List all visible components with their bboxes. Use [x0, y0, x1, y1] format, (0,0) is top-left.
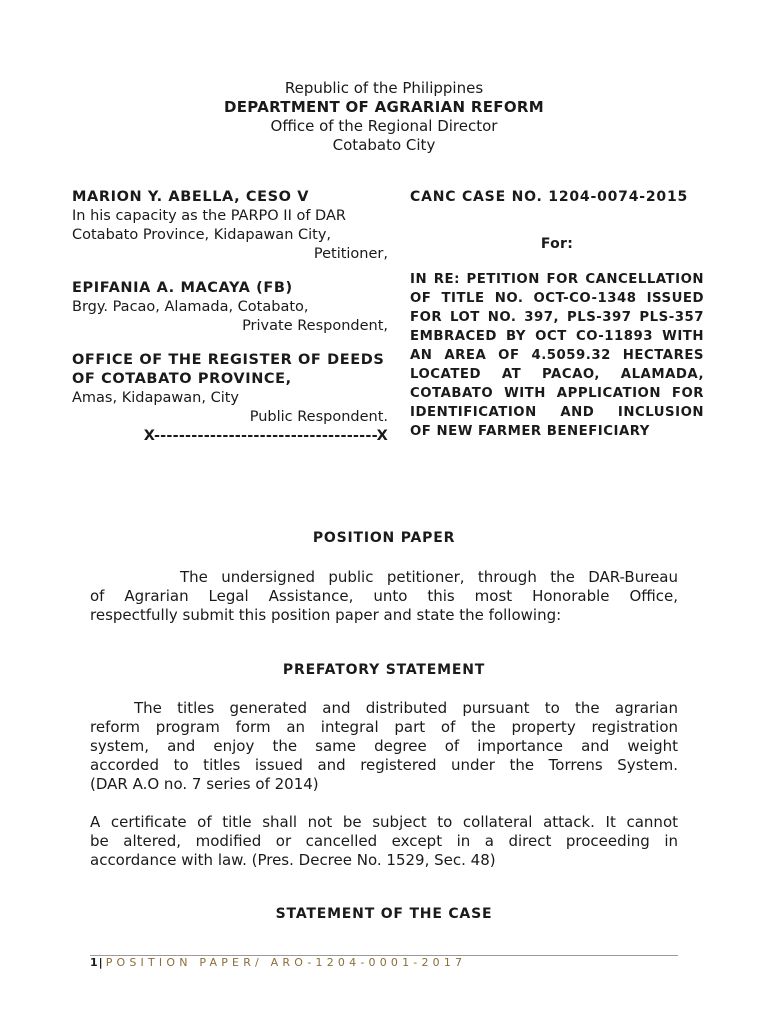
position-paper-heading: POSITION PAPER: [312, 530, 456, 546]
paragraph-line: The undersigned public petitioner, through the DAR-Bureau: [180, 568, 678, 586]
paragraph-line: The titles generated and distributed pursuant to the agrarian: [134, 699, 678, 717]
header-department: DEPARTMENT OF AGRARIAN REFORM: [223, 98, 544, 116]
page-number: 1: [90, 956, 98, 969]
private-respondent-name: EPIFANIA A. MACAYA (FB): [72, 280, 293, 296]
in-re-line: LOCATED AT PACAO, ALAMADA,: [410, 367, 704, 382]
case-number: CANC CASE NO. 1204-0074-2015: [410, 189, 689, 205]
paragraph-line: respectfully submit this position paper and state the following:: [90, 606, 562, 624]
petitioner-name: MARION Y. ABELLA, CESO V: [72, 189, 310, 205]
paragraph-line: (DAR A.O no. 7 series of 2014): [90, 775, 319, 793]
statement-of-case-heading: STATEMENT OF THE CASE: [275, 906, 493, 922]
public-respondent-name-cont: OF COTABATO PROVINCE,: [72, 371, 292, 387]
private-respondent-role: Private Respondent,: [242, 318, 388, 334]
in-re-line: COTABATO WITH APPLICATION FOR: [410, 386, 704, 401]
prefatory-paragraph-1: [90, 699, 678, 794]
petitioner-role: Petitioner,: [313, 246, 388, 262]
caption-case: [410, 188, 704, 441]
petitioner-location: Cotabato Province, Kidapawan City,: [72, 227, 332, 243]
in-re-line: FOR LOT NO. 397, PLS-397 PLS-357: [410, 310, 704, 325]
paragraph-line: accorded to titles issued and registered under the Torrens System.: [90, 756, 678, 774]
private-respondent-address: Brgy. Pacao, Alamada, Cotabato,: [72, 299, 309, 315]
in-re-line: OF TITLE NO. OCT-CO-1348 ISSUED: [410, 291, 704, 306]
letterhead: [0, 79, 768, 155]
petitioner-capacity: In his capacity as the PARPO II of DAR: [72, 208, 346, 224]
header-city: Cotabato City: [332, 136, 436, 154]
in-re-line: OF NEW FARMER BENEFICIARY: [410, 424, 650, 439]
public-respondent-name: OFFICE OF THE REGISTER OF DEEDS: [72, 352, 385, 368]
paragraph-line: A certificate of title shall not be subject to collateral attack. It cannot: [90, 813, 678, 831]
paragraph-line: be altered, modified or cancelled except in a direct proceeding in: [90, 832, 678, 850]
for-label: For:: [540, 236, 574, 252]
public-respondent-address: Amas, Kidapawan, City: [72, 390, 239, 406]
paragraph-line: system, and enjoy the same degree of importance and weight: [90, 737, 678, 755]
paragraph-line: reform program form an integral part of the property registration: [90, 718, 678, 736]
footer-separator: |: [98, 956, 103, 969]
public-respondent-role: Public Respondent.: [249, 409, 388, 425]
page-footer: [90, 956, 466, 970]
running-title: POSITION PAPER/ ARO-1204-0001-2017: [105, 956, 467, 969]
paragraph-line: of Agrarian Legal Assistance, unto this most Honorable Office,: [90, 587, 678, 605]
header-office: Office of the Regional Director: [270, 117, 498, 135]
position-paper-intro: [90, 568, 678, 625]
in-re-line: IDENTIFICATION AND INCLUSION: [410, 405, 704, 420]
prefatory-heading: PREFATORY STATEMENT: [282, 662, 486, 678]
in-re-line: EMBRACED BY OCT CO-11893 WITH: [410, 329, 704, 344]
paragraph-line: accordance with law. (Pres. Decree No. 1529, Sec. 48): [90, 851, 496, 869]
in-re-line: IN RE: PETITION FOR CANCELLATION: [410, 272, 704, 287]
caption-separator: X------------------------------------X: [143, 428, 388, 444]
in-re-line: AN AREA OF 4.5059.32 HECTARES: [410, 348, 704, 363]
header-republic: Republic of the Philippines: [284, 79, 484, 97]
prefatory-paragraph-2: [90, 813, 678, 870]
caption-parties: [72, 188, 388, 446]
